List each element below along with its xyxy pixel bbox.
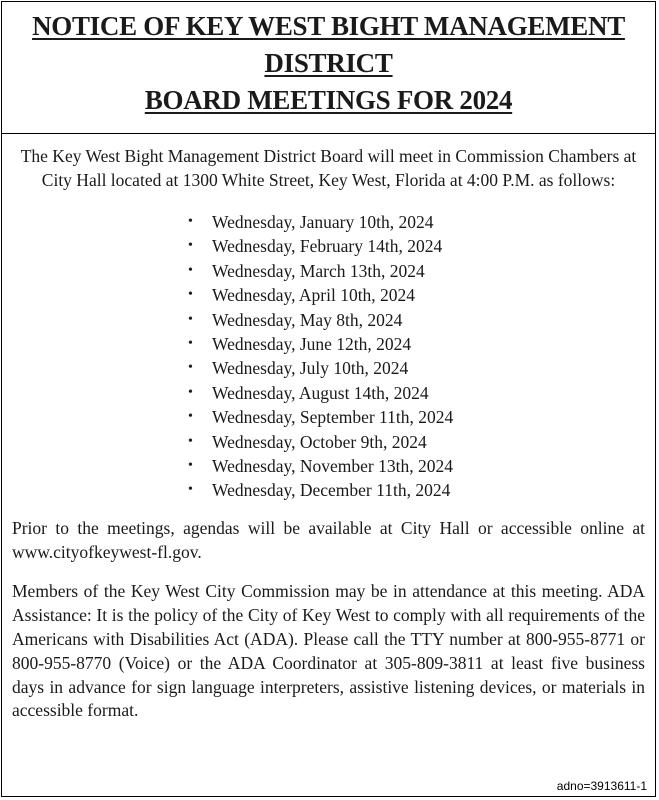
notice-title — [2, 8, 655, 119]
meeting-date-text: Wednesday, August 14th, 2024 — [212, 382, 429, 403]
meeting-date-item — [188, 430, 655, 454]
meeting-date-text: Wednesday, March 13th, 2024 — [212, 260, 425, 281]
meeting-date-item — [188, 210, 655, 234]
meeting-date-text: Wednesday, July 10th, 2024 — [212, 358, 409, 379]
bullet-icon: • — [188, 311, 193, 327]
meeting-date-item — [188, 454, 655, 478]
meeting-date-item — [188, 308, 655, 332]
meeting-date-text: Wednesday, June 12th, 2024 — [212, 334, 412, 355]
title-line-2: DISTRICT — [264, 48, 393, 78]
meeting-date-text: Wednesday, September 11th, 2024 — [212, 407, 454, 428]
meeting-date-item — [188, 381, 655, 405]
meeting-date-text: Wednesday, February 14th, 2024 — [212, 236, 443, 257]
bullet-icon: • — [188, 262, 193, 278]
meeting-dates-list — [2, 210, 655, 503]
bullet-icon: • — [188, 482, 193, 498]
meeting-date-item — [188, 283, 655, 307]
bullet-icon: • — [188, 238, 193, 254]
bullet-icon: • — [188, 360, 193, 376]
meeting-date-item — [188, 259, 655, 283]
meeting-date-item — [188, 356, 655, 380]
meeting-date-item — [188, 405, 655, 429]
meeting-date-item — [188, 332, 655, 356]
bullet-icon: • — [188, 458, 193, 474]
bullet-icon: • — [188, 214, 193, 229]
meeting-date-item — [188, 478, 655, 502]
meeting-date-text: Wednesday, May 8th, 2024 — [212, 309, 403, 330]
ad-number: adno=3913611-1 — [556, 779, 647, 793]
meeting-date-text: Wednesday, December 11th, 2024 — [212, 480, 451, 501]
title-line-3: BOARD MEETINGS FOR 2024 — [144, 85, 513, 115]
bullet-icon: • — [188, 287, 193, 303]
agenda-paragraph: Prior to the meetings, agendas will be available at City Hall or accessible online at www.cityofkeywest-fl.gov. — [12, 517, 645, 562]
intro-paragraph: The Key West Bight Management District Board will meet in Commission Chambers at City Hall located at 1300 White Street, Key West, Florida at 4:00 P.M. as follows: — [20, 146, 637, 190]
bullet-icon: • — [188, 384, 193, 400]
meeting-date-text: Wednesday, January 10th, 2024 — [212, 212, 434, 232]
legal-notice — [1, 1, 656, 797]
title-divider — [2, 133, 655, 134]
meeting-date-text: Wednesday, April 10th, 2024 — [212, 285, 416, 306]
meeting-date-text: Wednesday, November 13th, 2024 — [212, 456, 453, 477]
bullet-icon: • — [188, 409, 193, 425]
title-line-1: NOTICE OF KEY WEST BIGHT MANAGEMENT — [32, 11, 625, 41]
meeting-date-item — [188, 234, 655, 258]
bullet-icon: • — [188, 433, 193, 449]
bullet-icon: • — [188, 336, 193, 352]
ada-paragraph: Members of the Key West City Commission may be in attendance at this meeting. ADA Assistance: It is the policy of the City of Key West to comply with all requirements of the Americans with Disabilities Act (ADA). Please call the TTY number at 800-955-8771 or 800-955-8770 (Voice) or the ADA Coordinator at 305-809-3811 at least five business days in advance for sign language interpreters, assistive listening devices, or materials in accessible format. — [12, 581, 645, 721]
meeting-date-text: Wednesday, October 9th, 2024 — [212, 431, 427, 452]
